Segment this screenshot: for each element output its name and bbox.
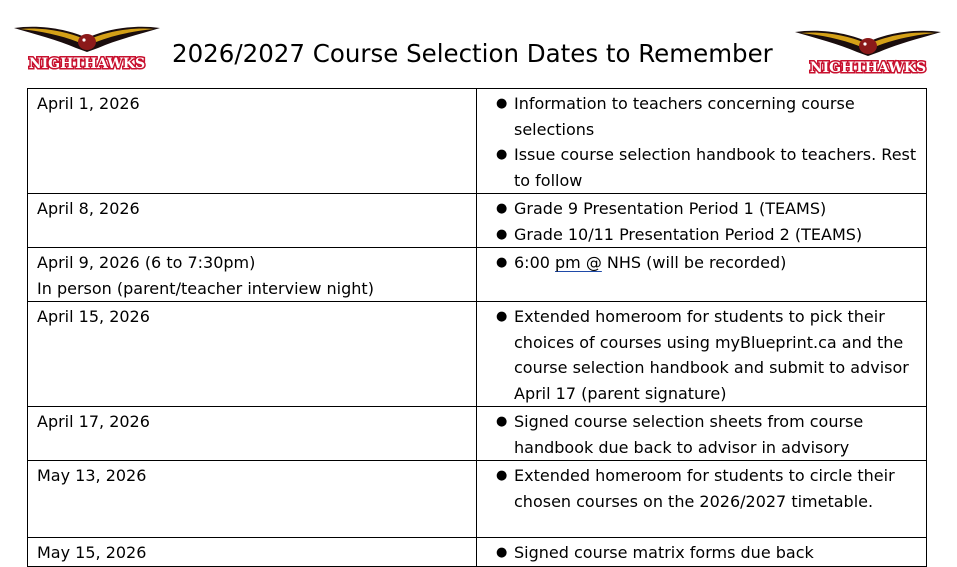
hawk-emblem-icon (793, 26, 943, 76)
date-text: April 1, 2026 (37, 94, 140, 113)
date-cell (28, 248, 477, 302)
table-row (28, 538, 927, 567)
date-text: April 15, 2026 (37, 307, 150, 326)
event-cell (477, 89, 927, 194)
list-item: ● Extended homeroom for students to circle their chosen courses on the 2026/2027 timetable. (486, 463, 922, 514)
date-cell (28, 89, 477, 194)
date-cell (28, 461, 477, 538)
svg-text:NIGHTHAWKS: NIGHTHAWKS (809, 60, 927, 76)
bullet-icon: ● (496, 309, 508, 324)
date-cell (28, 194, 477, 248)
list-item: ● Extended homeroom for students to pick their choices of courses using myBlueprint.ca and the course selection handbook and submit to advisor April 17 (parent signature) (486, 304, 922, 406)
table-row (28, 248, 927, 302)
bullet-icon: ● (496, 147, 508, 162)
date-text: May 13, 2026 (37, 466, 147, 485)
bullet-icon: ● (496, 226, 508, 242)
list-item: ● Grade 10/11 Presentation Period 2 (TEAMS) (486, 222, 922, 248)
table-row (28, 194, 927, 248)
bullet-icon: ● (496, 201, 508, 216)
page-title: 2026/2027 Course Selection Dates to Remember (172, 39, 773, 68)
date-text: May 15, 2026 (37, 543, 147, 562)
list-item: ● Signed course matrix forms due back (486, 540, 922, 566)
svg-text:NIGHTHAWKS: NIGHTHAWKS (28, 56, 146, 72)
table-row (28, 407, 927, 461)
event-cell (477, 248, 927, 302)
list-item: ● 6:00 pm @ NHS (will be recorded) (486, 250, 922, 276)
date-text: April 17, 2026 (37, 412, 150, 431)
bullet-icon: ● (496, 96, 508, 111)
event-cell (477, 194, 927, 248)
event-cell (477, 407, 927, 461)
event-cell (477, 302, 927, 407)
table-row (28, 89, 927, 194)
nighthawks-logo-left (12, 22, 162, 72)
table-row (28, 302, 927, 407)
list-item: ● Signed course selection sheets from course handbook due back to advisor in advisory (486, 409, 922, 460)
date-cell (28, 302, 477, 407)
date-cell (28, 538, 477, 567)
schedule-table (27, 88, 927, 567)
bullet-icon: ● (496, 414, 508, 429)
list-item: ● Issue course selection handbook to teachers. Rest to follow (486, 142, 922, 193)
underlined-text: pm @ (555, 253, 602, 272)
document-header (0, 0, 957, 88)
date-text: April 9, 2026 (6 to 7:30pm) (37, 253, 256, 272)
list-item: ● Grade 9 Presentation Period 1 (TEAMS) (486, 196, 922, 222)
event-cell (477, 538, 927, 567)
event-cell (477, 461, 927, 538)
table-row (28, 461, 927, 538)
bullet-icon: ● (496, 468, 508, 483)
hawk-emblem-icon (12, 22, 162, 72)
date-cell (28, 407, 477, 461)
date-note: In person (parent/teacher interview night) (37, 278, 374, 298)
bullet-icon: ● (496, 545, 508, 560)
date-text: April 8, 2026 (37, 199, 140, 218)
bullet-icon: ● (496, 255, 508, 270)
nighthawks-logo-right (793, 26, 943, 76)
list-item: ● Information to teachers concerning course selections (486, 91, 922, 142)
